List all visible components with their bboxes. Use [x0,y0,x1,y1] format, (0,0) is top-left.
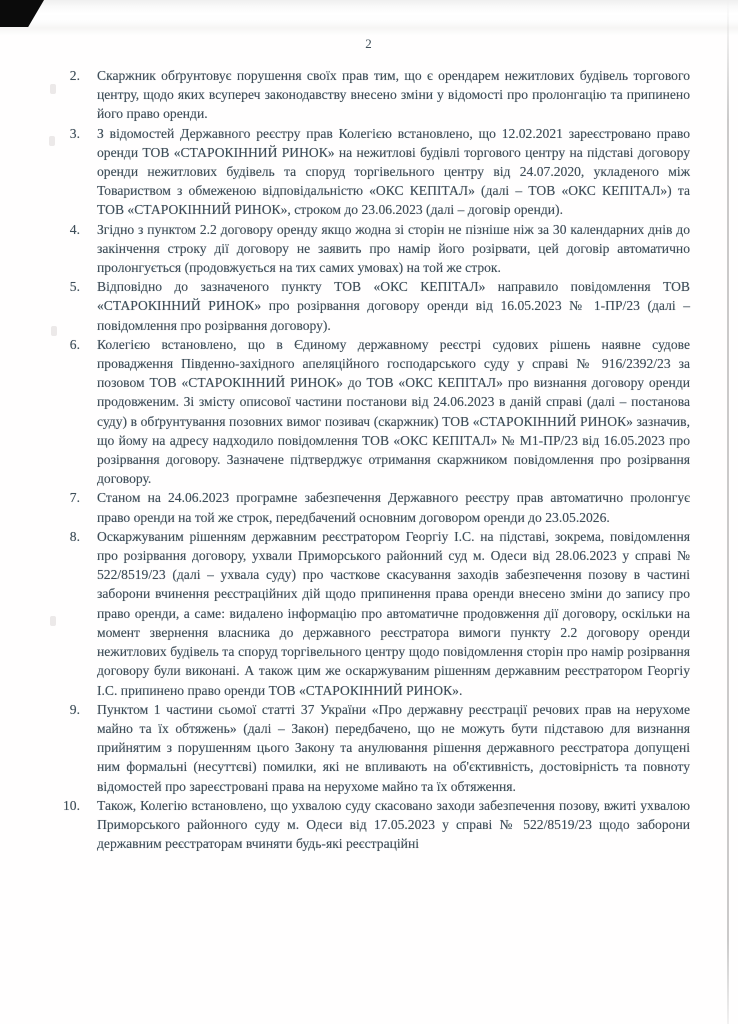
paragraph-number: 6. [69,336,80,352]
paragraph-item [42,277,690,335]
paragraph-item [42,124,690,220]
scan-top-shade [0,0,738,36]
paragraph-item [42,796,690,854]
paragraph-number: 7. [69,490,80,506]
paragraph-item [42,66,690,124]
paragraph-text: Пунктом 1 частини сьомої статті 37 України «Про державну реєстрації речових прав на нерухоме майно та їх обтяжень» (далі – Закон) передбачено, що не можуть бути підставою для визнання прийнятим з порушенням цього Закону та анулювання рішення державного реєстратора допущені ним формальні (несуттєві) помилки, які не впливають на об'єктивність, достовірність та повноту відомостей про зареєстровані права на нерухоме майно та їх обтяження. [97,701,690,794]
page-edge-line [727,0,729,1024]
paragraph-text: Відповідно до зазначеного пункту ТОВ «ОКС КЕПІТАЛ» направило повідомлення ТОВ «СТАРОКІННИЙ РИНОК» про розірвання договору оренди від 16.05.2023 № 1-ПР/23 (далі – повідомлення про розірвання договору). [97,279,690,333]
paragraph-item [42,335,690,489]
scan-corner-artifact [0,0,44,27]
paragraph-number: 5. [69,279,80,295]
paragraph-text: З відомостей Державного реєстру прав Колегією встановлено, що 12.02.2021 зареєстровано право оренди ТОВ «СТАРОКІННИЙ РИНОК» на нежитлові будівлі торгового центру на підставі договору оренди нежитлових будівель та споруд торгівельного центру від 24.07.2020, укладеного між Товариством з обмеженою відповідальністю «ОКС КЕПІТАЛ» (далі – ТОВ «ОКС КЕПІТАЛ») та ТОВ «СТАРОКІННИЙ РИНОК», строком до 23.06.2023 (далі – договір оренди). [97,125,690,218]
paragraph-number: 4. [69,221,80,237]
paragraph-text: Також, Колегію встановлено, що ухвалою суду скасовано заходи забезпечення позову, вжиті ухвалою Приморського районного суду м. Одеси від 17.05.2023 у справі № 522/8519/23 щодо заборони державним реєстраторам вчиняти будь-які реєстраційні [97,797,690,852]
paragraph-number: 9. [69,701,80,717]
paragraph-number: 10. [63,797,80,813]
paragraph-number: 8. [69,528,80,544]
paragraph-item [42,220,690,278]
paragraph-text: Колегією встановлено, що в Єдиному державному реєстрі судових рішень наявне судове провадження Південно-західного апеляційного господарського суду у справі № 916/2392/23 за позовом ТОВ «СТАРОКІННИЙ РИНОК» до ТОВ «ОКС КЕПІТАЛ» про визнання договору оренди продовженим. Зі змісту описової частини постанови від 24.06.2023 в даній справі (далі – постанова суду) в обґрунтування позовних вимог позивач (скаржник) ТОВ «СТАРОКІННИЙ РИНОК» зазначив, що йому на адресу надходило повідомлення ТОВ «ОКС КЕПІТАЛ» № М1-ПР/23 від 16.05.2023 про розірвання договору. Зазначене підтверджує отримання скаржником повідомлення про розірвання договору. [97,336,690,487]
paragraph-item [42,700,690,796]
paragraph-text: Оскаржуваним рішенням державним реєстратором Георгіу І.С. на підставі, зокрема, повідомлення про розірвання договору, ухвали Приморського районний суд м. Одеси від 28.06.2023 у справі № 522/8519/23 (далі – ухвала суду) про часткове скасування заходів забезпечення позову в частині заборони вчинення реєстраційних дій щодо припинення права оренди внесено зміни до запису про право оренди, а саме: видалено інформацію про автоматичне продовження дії договору, оскільки на момент звернення власника до державного реєстратора вимоги пункту 2.2 договору оренди нежитлових будівель та споруд торгівельного центру щодо повідомлення сторін про намір розірвання договору були виконані. А також цим же оскаржуваним рішенням державним реєстратором Георгіу І.С. припинено право оренди ТОВ «СТАРОКІННИЙ РИНОК». [97,528,690,698]
paragraph-number: 2. [69,68,80,83]
page-number: 2 [365,36,373,51]
document-body [42,66,690,853]
paragraph-text: Скаржник обґрунтовує порушення своїх прав тим, що є орендарем нежитлових будівель торгового центру, щодо яких всупереч законодавству внесено зміни у відомості про пролонгацію та припинено його право оренди. [97,68,690,122]
paragraph-item [42,488,690,526]
paragraph-text: Станом на 24.06.2023 програмне забезпечення Державного реєстру прав автоматично пролонгує право оренди на той же строк, передбачений основним договором оренди до 23.05.2026. [97,490,690,525]
paragraph-item [42,527,690,700]
paragraph-number: 3. [69,125,80,141]
paragraph-text: Згідно з пунктом 2.2 договору оренду якщо жодна зі сторін не пізніше ніж за 30 календарних днів до закінчення строку дії договору не заявить про намір його розірвати, цей договір автоматично пролонгується (продовжується на тих самих умовах) на той же строк. [97,221,690,276]
